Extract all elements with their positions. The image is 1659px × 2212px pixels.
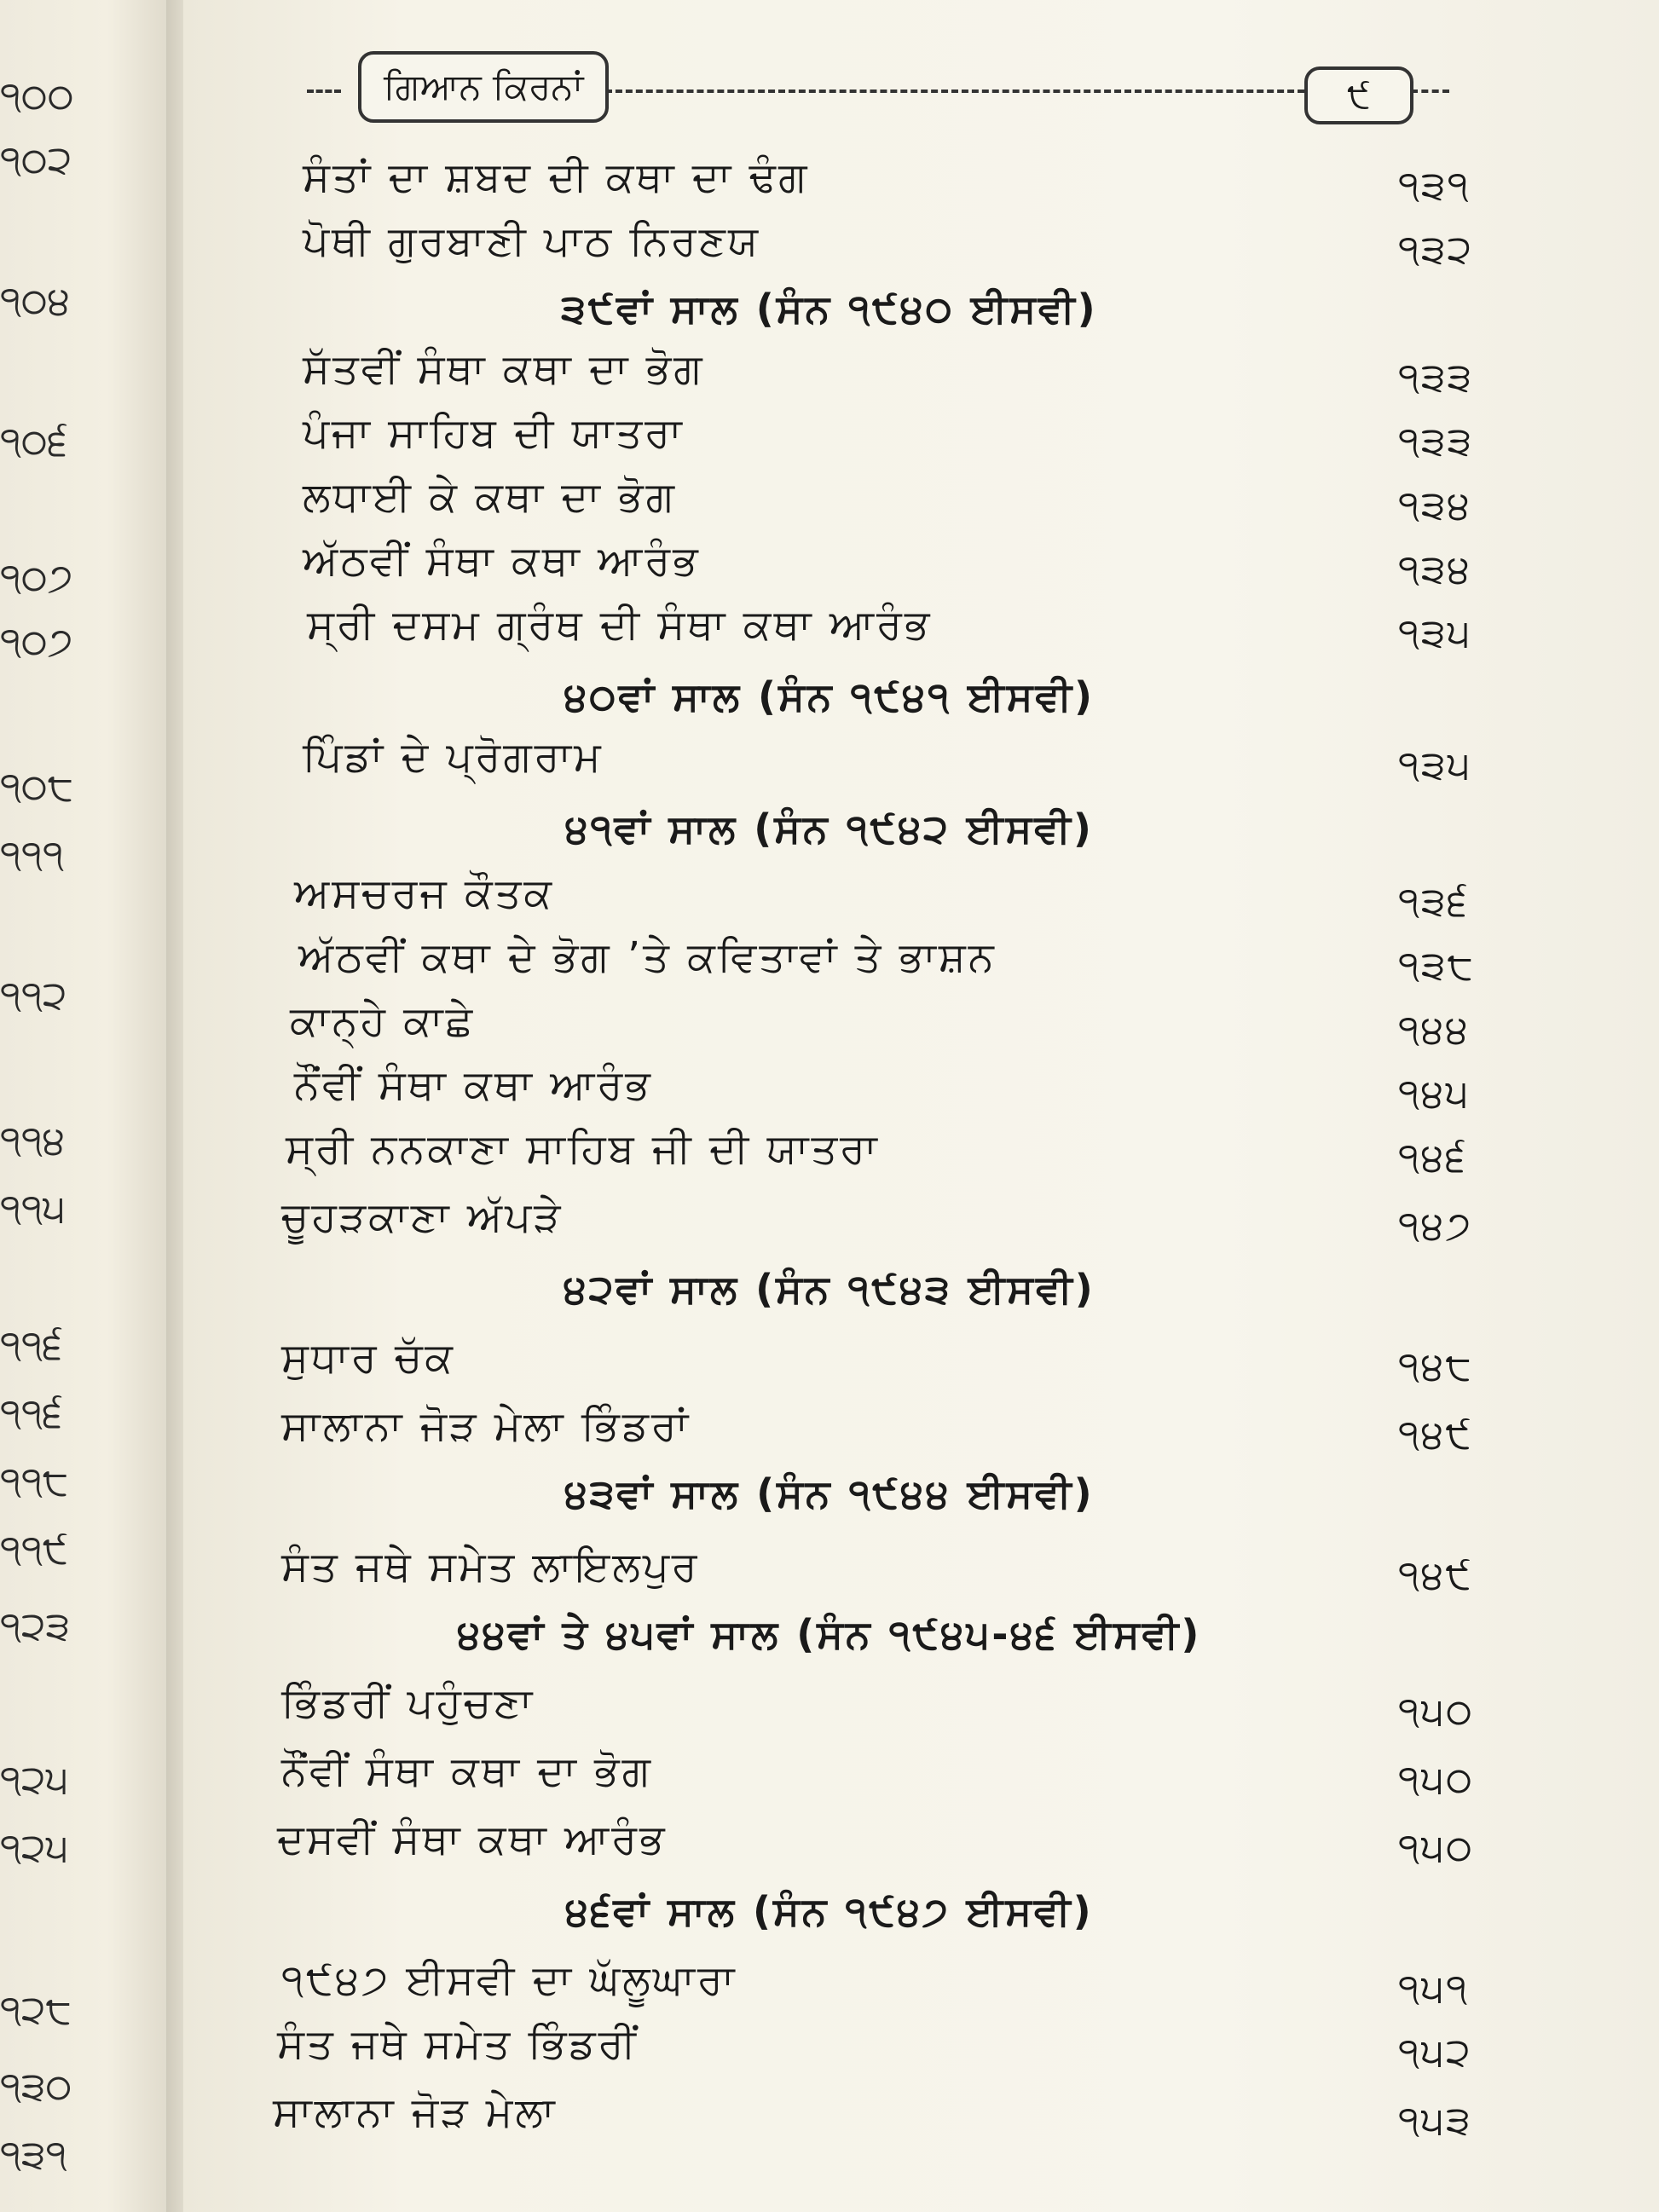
toc-entry	[0, 2088, 1659, 2148]
left-page-number: ੧੦੬	[0, 418, 68, 464]
toc-entry	[0, 1125, 1659, 1185]
year-section-heading: ੪੨ਵਾਂ ਸਾਲ (ਸੰਨ ੧੯੪੩ ਈਸਵੀ)	[564, 1266, 1095, 1312]
toc-entry-title: ਚੂਹੜਕਾਣਾ ਅੱਪੜੇ	[281, 1193, 564, 1241]
toc-entry-title: ਸ੍ਰੀ ਨਨਕਾਣਾ ਸਾਹਿਬ ਜੀ ਦੀ ਯਾਤਰਾ	[286, 1125, 880, 1173]
toc-entry	[0, 1679, 1659, 1739]
running-title: ਗਿਆਨ ਕਿਰਨਾਂ	[358, 51, 609, 123]
header-dash-middle	[605, 90, 1304, 93]
toc-entry	[0, 345, 1659, 405]
year-section-heading: ੩੯ਵਾਂ ਸਾਲ (ਸੰਨ ੧੯੪੦ ਈਸਵੀ)	[561, 286, 1098, 332]
toc-entry	[0, 2020, 1659, 2080]
toc-entry	[0, 869, 1659, 929]
toc-entry-page-number: ੧੪੪	[1398, 1006, 1470, 1052]
left-page-number: ੧੧੪	[0, 1117, 66, 1163]
left-page-number: ੧੦੪	[0, 277, 71, 323]
toc-entry-page-number: ੧੩੬	[1398, 878, 1470, 924]
toc-entry	[0, 1061, 1659, 1121]
toc-entry	[0, 1816, 1659, 1875]
left-page-number: ੧੦੭	[0, 618, 73, 664]
toc-entry-page-number: ੧੩੧	[1398, 162, 1471, 208]
left-page-number: ੧੩੦	[0, 2063, 72, 2109]
toc-entry-title: ਭਿੰਡਰੀਂ ਪਹੁੰਚਣਾ	[281, 1679, 535, 1727]
toc-entry-title: ਸੰਤ ਜਥੇ ਸਮੇਤ ਲਾਇਲਪੁਰ	[281, 1543, 700, 1591]
toc-entry	[0, 997, 1659, 1057]
left-page-number: ੧੦੦	[0, 72, 74, 118]
toc-entry	[0, 601, 1659, 661]
toc-entry-page-number: ੧੩੮	[1398, 942, 1475, 988]
left-page-number: ੧੩੧	[0, 2131, 67, 2177]
toc-entry-page-number: ੧੫੦	[1398, 1756, 1474, 1802]
year-section-heading: ੪੩ਵਾਂ ਸਾਲ (ਸੰਨ ੧੯੪੪ ਈਸਵੀ)	[564, 1470, 1095, 1516]
page-number: ੯	[1304, 66, 1413, 124]
left-page-number: ੧੨੩	[0, 1603, 71, 1649]
toc-entry-title: ਲਧਾਈ ਕੇ ਕਥਾ ਦਾ ਭੋਗ	[303, 473, 677, 521]
left-page-number: ੧੦੨	[0, 136, 72, 182]
toc-entry-title: ਦਸਵੀਂ ਸੰਥਾ ਕਥਾ ਆਰੰਭ	[277, 1816, 668, 1863]
toc-entry-page-number: ੧੪੭	[1398, 1202, 1473, 1248]
toc-entry	[0, 409, 1659, 469]
toc-entry	[0, 1193, 1659, 1253]
toc-entry-title: ਸੁਧਾਰ ਚੱਕ	[281, 1334, 456, 1382]
toc-entry-title: ਸੰਤ ਜਥੇ ਸਮੇਤ ਭਿੰਡਰੀਂ	[277, 2020, 639, 2068]
left-page-number: ੧੧੫	[0, 1185, 66, 1231]
toc-entry	[0, 1402, 1659, 1462]
toc-entry-page-number: ੧੩੪	[1398, 482, 1472, 528]
year-section-heading: ੪੧ਵਾਂ ਸਾਲ (ਸੰਨ ੧੯੪੨ ਈਸਵੀ)	[565, 806, 1094, 852]
toc-entry-page-number: ੧੩੩	[1398, 418, 1474, 464]
toc-entry-page-number: ੧੪੮	[1398, 1343, 1473, 1389]
page-header	[307, 51, 1466, 136]
year-section-heading: ੪੦ਵਾਂ ਸਾਲ (ਸੰਨ ੧੯੪੧ ਈਸਵੀ)	[564, 673, 1095, 719]
toc-entry-page-number: ੧੪੫	[1398, 1070, 1471, 1116]
toc-entry-page-number: ੧੩੫	[1398, 609, 1472, 656]
toc-entry-page-number: ੧੩੪	[1398, 546, 1472, 592]
toc-entry-title: ਸ੍ਰੀ ਦਸਮ ਗ੍ਰੰਥ ਦੀ ਸੰਥਾ ਕਥਾ ਆਰੰਭ	[307, 601, 933, 649]
toc-entry-title: ਅਸਚਰਜ ਕੌਤਕ	[294, 869, 555, 917]
toc-entry-title: ਸਾਲਾਨਾ ਜੋੜ ਮੇਲਾ ਭਿੰਡਰਾਂ	[281, 1402, 691, 1450]
toc-entry	[0, 153, 1659, 213]
toc-entry	[0, 1334, 1659, 1394]
left-page-number: ੧੦੭	[0, 554, 73, 600]
left-page-number: ੧੦੮	[0, 763, 74, 809]
year-section-heading: ੪੬ਵਾਂ ਸਾਲ (ਸੰਨ ੧੯੪੭ ਈਸਵੀ)	[565, 1888, 1094, 1934]
toc-entry-page-number: ੧੪੬	[1398, 1134, 1467, 1180]
toc-entry-title: ਸਾਲਾਨਾ ਜੋੜ ਮੇਲਾ	[273, 2088, 558, 2136]
toc-entry-title: ਪੋਥੀ ਗੁਰਬਾਣੀ ਪਾਠ ਨਿਰਣਯ	[303, 217, 761, 265]
toc-entry-title: ਕਾਨ੍ਹੇ ਕਾਛੇ	[290, 997, 476, 1045]
toc-entry-title: ਨੌਂਵੀਂ ਸੰਥਾ ਕਥਾ ਆਰੰਭ	[294, 1061, 653, 1109]
left-page-number: ੧੧੯	[0, 1526, 69, 1572]
toc-entry-title: ਸੰਤਾਂ ਦਾ ਸ਼ਬਦ ਦੀ ਕਥਾ ਦਾ ਢੰਗ	[303, 153, 810, 201]
toc-entry-page-number: ੧੩੩	[1398, 354, 1474, 400]
toc-entry-title: ਨੌਂਵੀਂ ਸੰਥਾ ਕਥਾ ਦਾ ਭੋਗ	[281, 1747, 653, 1795]
toc-entry-page-number: ੧੫੧	[1398, 1965, 1470, 2011]
toc-entry-page-number: ੧੫੦	[1398, 1824, 1474, 1870]
year-section-heading: ੪੪ਵਾਂ ਤੇ ੪੫ਵਾਂ ਸਾਲ (ਸੰਨ ੧੯੪੫-੪੬ ਈਸਵੀ)	[457, 1611, 1202, 1657]
toc-entry	[0, 473, 1659, 533]
left-page-number: ੧੧੨	[0, 972, 67, 1018]
left-page-number: ੧੧੧	[0, 831, 64, 877]
toc-entry	[0, 1543, 1659, 1603]
toc-entry-title: ਅੱਠਵੀਂ ਸੰਥਾ ਕਥਾ ਆਰੰਭ	[303, 537, 701, 585]
left-page-number: ੧੧੬	[0, 1321, 63, 1367]
toc-entry-page-number: ੧੫੦	[1398, 1688, 1474, 1734]
toc-entry	[0, 537, 1659, 597]
toc-entry-page-number: ੧੪੯	[1398, 1551, 1473, 1597]
toc-entry	[0, 733, 1659, 793]
left-page-number: ੧੧੬	[0, 1389, 63, 1435]
toc-entry-page-number: ੧੪੯	[1398, 1411, 1473, 1457]
toc-entry-page-number: ੧੫੨	[1398, 2029, 1472, 2075]
toc-entry-title: ਸੱਤਵੀਂ ਸੰਥਾ ਕਥਾ ਦਾ ਭੋਗ	[303, 345, 705, 393]
toc-entry-title: ਪੰਜਾ ਸਾਹਿਬ ਦੀ ਯਾਤਰਾ	[303, 409, 685, 457]
left-page-number: ੧੧੮	[0, 1458, 69, 1504]
toc-entry-page-number: ੧੫੩	[1398, 2097, 1472, 2143]
header-dash-right	[1411, 90, 1449, 93]
toc-entry-page-number: ੧੩੫	[1398, 742, 1472, 788]
toc-entry	[0, 1956, 1659, 2016]
left-page-number: ੧੨੫	[0, 1824, 69, 1870]
toc-entry-page-number: ੧੩੨	[1398, 226, 1474, 272]
left-page-number: ੧੨੫	[0, 1756, 69, 1802]
toc-entry	[0, 1747, 1659, 1807]
toc-entry-title: ਪਿੰਡਾਂ ਦੇ ਪ੍ਰੋਗਰਾਮ	[303, 733, 604, 781]
header-dash-left	[307, 90, 341, 93]
left-page-number: ੧੨੮	[0, 1986, 72, 2032]
toc-entry	[0, 217, 1659, 277]
toc-entry-title: ੧੯੪੭ ਈਸਵੀ ਦਾ ਘੱਲੂਘਾਰਾ	[281, 1956, 737, 2004]
toc-entry-title: ਅੱਠਵੀਂ ਕਥਾ ਦੇ ਭੋਗ ’ਤੇ ਕਵਿਤਾਵਾਂ ਤੇ ਭਾਸ਼ਨ	[298, 933, 997, 981]
toc-entry	[0, 933, 1659, 993]
